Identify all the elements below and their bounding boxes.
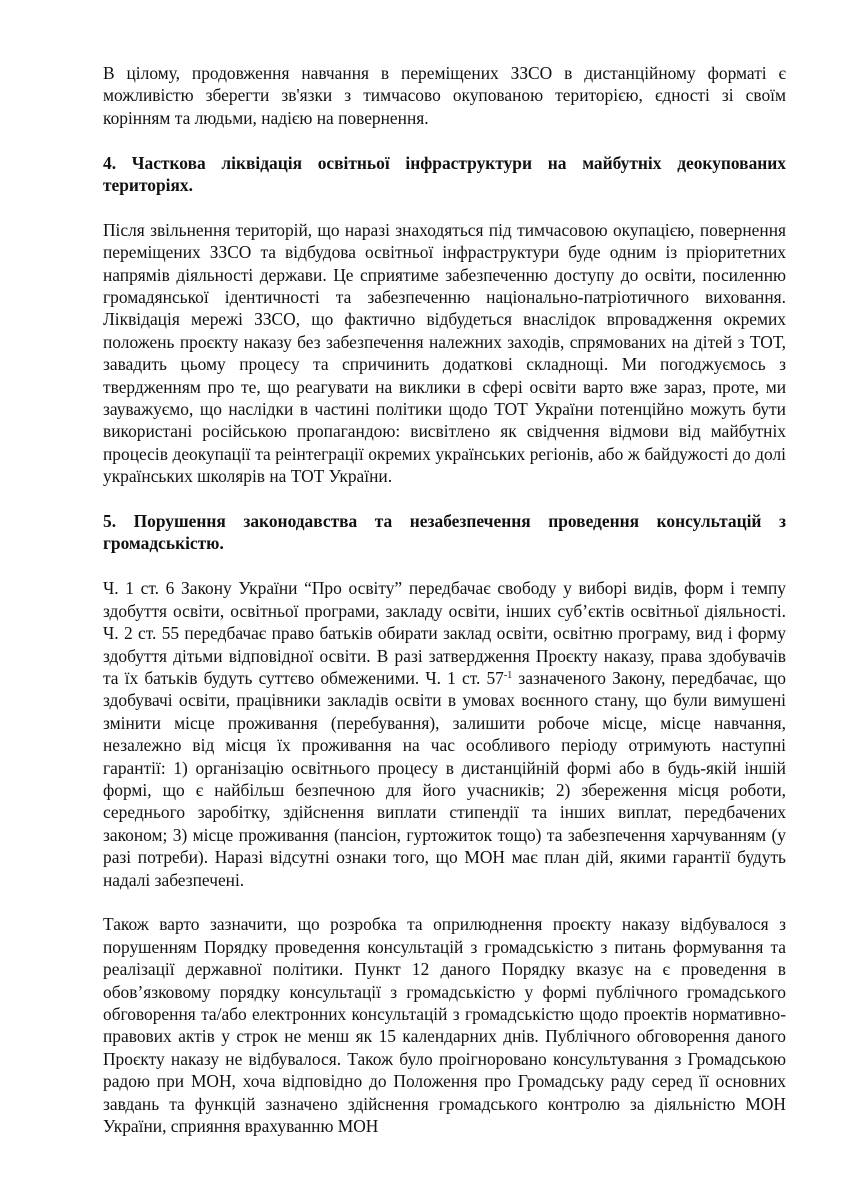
intro-paragraph: В цілому, продовження навчання в переміщених ЗЗСО в дистанційному форматі є можливістю зберегти зв'язки з тимчасово окупованою територією, єдності зі своїм корінням та людьми, надією на повернення. <box>103 63 786 128</box>
section-5-heading: 5. Порушення законодавства та незабезпечення проведення консультацій з громадськістю. <box>103 511 786 554</box>
section-5-paragraph-2: Також варто зазначити, що розробка та оприлюднення проєкту наказу відбувалося з порушенням Порядку проведення консультацій з громадськістю з питань формування та реалізації державної політики. Пункт 12 даного Порядку вказує на є проведення в обов’язковому порядку консультації з громадськістю у формі публічного громадського обговорення та/або електронних консультацій з громадськістю щодо проектів нормативно-правових актів у строк не менш як 15 календарних днів. Публічного обговорення даного Проєкту наказу не відбувалося. Також було проігноровано консультування з Громадською радою при МОН, хоча відповідно до Положення про Громадську раду серед її основних завдань та функцій зазначено здійснення громадського контролю за діяльністю МОН України, сприяння врахуванню МОН <box>103 914 786 1137</box>
document-page <box>103 62 786 1137</box>
paragraph-text: Ч. 1 ст. 6 Закону України “Про освіту” передбачає свободу у виборі видів, форм і темпу здобуття освіти, освітньої програми, закладу освіти, інших суб’єктів освітньої діяльності. Ч. 2 ст. 55 передбачає право батьків обирати заклад освіти, освітню програму, вид і форму здобуття дітьми відповідної освіти. В разі затвердження Проєкту наказу, права здобувачів та їх батьків будуть суттєво обмеженими. Ч. 1 ст. 57 <box>103 578 786 688</box>
spacer <box>103 196 786 218</box>
section-4-paragraph: Після звільнення територій, що наразі знаходяться під тимчасовою окупацією, повернення переміщених ЗЗСО та відбудова освітньої інфраструктури буде одним із пріоритетних напрямів діяльності держави. Це сприятиме забезпеченню доступу до освіти, посиленню громадянської ідентичності та забезпеченню національно-патріотичного виховання. Ліквідація мережі ЗЗСО, що фактично відбудеться внаслідок впровадження окремих положень проєкту наказу без забезпечення належних заходів, спрямованих на дітей з ТОТ, завадить цьому процесу та спричинить додаткові складнощі. Ми погоджуємось з твердженням про те, що реагувати на виклики в сфері освіти варто вже зараз, проте, ми зауважуємо, що наслідки в частині політики щодо ТОТ України потенційно можуть бути використані російською пропагандою: висвітлено як свідчення відмови від майбутніх процесів деокупації та реінтеграції окремих українських регіонів, або ж байдужості до долі українських школярів на ТОТ України. <box>103 219 786 487</box>
spacer <box>103 891 786 913</box>
spacer <box>103 555 786 577</box>
section-4-heading: 4. Часткова ліквідація освітньої інфраструктури на майбутніх деокупованих територіях. <box>103 152 786 196</box>
article-superscript: -1 <box>503 669 513 681</box>
paragraph-text: зазначеного Закону, передбачає, що здобувачі освіти, працівники закладів освіти в умовах воєнного стану, що були вимушені змінити місце проживання (перебування), залишити робоче місце, місце навчання, незалежно від місця їх проживання на час особливого періоду отримують наступні гарантії: 1) організацію освітнього процесу в дистанційній формі або в будь-якій іншій формі, що є найбільш безпечною для його учасників; 2) збереження місця роботи, середнього заробітку, здійснення виплати стипендії та інших виплат, передбачених законом; 3) місце проживання (пансіон, гуртожиток тощо) та забезпечення харчуванням (у разі потреби). Наразі відсутні ознаки того, що МОН має план дій, якими гарантії будуть надалі забезпечені. <box>103 667 786 890</box>
spacer <box>103 129 786 151</box>
spacer <box>103 488 786 510</box>
section-5-paragraph-1 <box>103 577 786 891</box>
